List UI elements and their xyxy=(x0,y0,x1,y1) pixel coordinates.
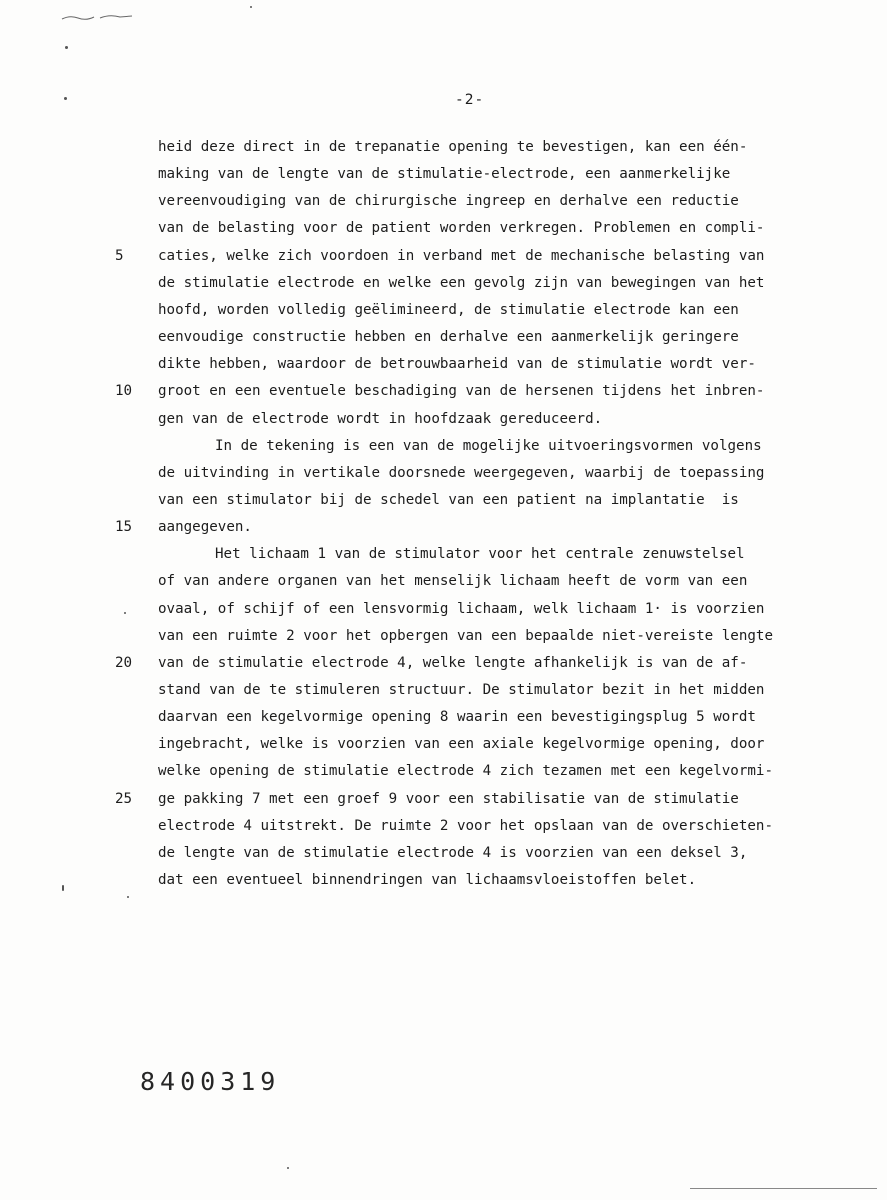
text-line: hoofd, worden volledig geëlimineerd, de stimulatie electrode kan een xyxy=(158,302,739,318)
line-number: 10 xyxy=(115,383,133,399)
text-line: dikte hebben, waardoor de betrouwbaarheid van de stimulatie wordt ver- xyxy=(158,356,756,372)
text-line: ovaal, of schijf of een lensvormig lichaam, welk lichaam 1· is voorzien xyxy=(158,601,765,617)
text-line: dat een eventueel binnendringen van lichaamsvloeistoffen belet. xyxy=(158,872,697,888)
scan-speck xyxy=(250,6,252,8)
text-line: welke opening de stimulatie electrode 4 zich tezamen met een kegelvormi- xyxy=(158,763,773,779)
text-line: de stimulatie electrode en welke een gevolg zijn van bewegingen van het xyxy=(158,275,765,291)
text-line: van een stimulator bij de schedel van een patient na implantatie is xyxy=(158,492,739,508)
text-line: In de tekening is een van de mogelijke uitvoeringsvormen volgens xyxy=(215,438,762,454)
text-line: stand van de te stimuleren structuur. De stimulator bezit in het midden xyxy=(158,682,765,698)
text-line: ingebracht, welke is voorzien van een axiale kegelvormige opening, door xyxy=(158,736,765,752)
text-line: ge pakking 7 met een groef 9 voor een stabilisatie van de stimulatie xyxy=(158,791,739,807)
document-number: 8400319 xyxy=(140,1067,281,1096)
text-line: van een ruimte 2 voor het opbergen van een bepaalde niet-vereiste lengte xyxy=(158,628,773,644)
text-line: eenvoudige constructie hebben en derhalve een aanmerkelijk geringere xyxy=(158,329,739,345)
text-line: van de belasting voor de patient worden verkregen. Problemen en compli- xyxy=(158,220,765,236)
text-line: van de stimulatie electrode 4, welke lengte afhankelijk is van de af- xyxy=(158,655,748,671)
text-line: of van andere organen van het menselijk lichaam heeft de vorm van een xyxy=(158,573,748,589)
line-number: 15 xyxy=(115,519,133,535)
text-line: Het lichaam 1 van de stimulator voor het centrale zenuwstelsel xyxy=(215,546,745,562)
page-number: -2- xyxy=(455,92,485,108)
scribble-mark xyxy=(60,12,135,22)
text-line: making van de lengte van de stimulatie-electrode, een aanmerkelijke xyxy=(158,166,731,182)
bottom-rule xyxy=(690,1188,877,1189)
line-number: 20 xyxy=(115,655,133,671)
text-line: gen van de electrode wordt in hoofdzaak gereduceerd. xyxy=(158,411,603,427)
text-line: electrode 4 uitstrekt. De ruimte 2 voor het opslaan van de overschieten- xyxy=(158,818,773,834)
text-line: vereenvoudiging van de chirurgische ingreep en derhalve een reductie xyxy=(158,193,739,209)
text-line: groot en een eventuele beschadiging van de hersenen tijdens het inbren- xyxy=(158,383,765,399)
scan-speck xyxy=(64,97,67,100)
text-line: caties, welke zich voordoen in verband met de mechanische belasting van xyxy=(158,248,765,264)
scan-speck xyxy=(124,612,126,614)
text-line: daarvan een kegelvormige opening 8 waarin een bevestigingsplug 5 wordt xyxy=(158,709,756,725)
line-number: 25 xyxy=(115,791,133,807)
text-line: de lengte van de stimulatie electrode 4 is voorzien van een deksel 3, xyxy=(158,845,748,861)
scan-speck xyxy=(127,896,129,898)
text-line: aangegeven. xyxy=(158,519,252,535)
text-line: de uitvinding in vertikale doorsnede weergegeven, waarbij de toepassing xyxy=(158,465,765,481)
scan-speck xyxy=(62,885,64,891)
scan-speck xyxy=(65,46,68,49)
scan-speck xyxy=(287,1167,289,1169)
line-number: 5 xyxy=(115,248,124,264)
text-line: heid deze direct in de trepanatie opening te bevestigen, kan een één- xyxy=(158,139,748,155)
